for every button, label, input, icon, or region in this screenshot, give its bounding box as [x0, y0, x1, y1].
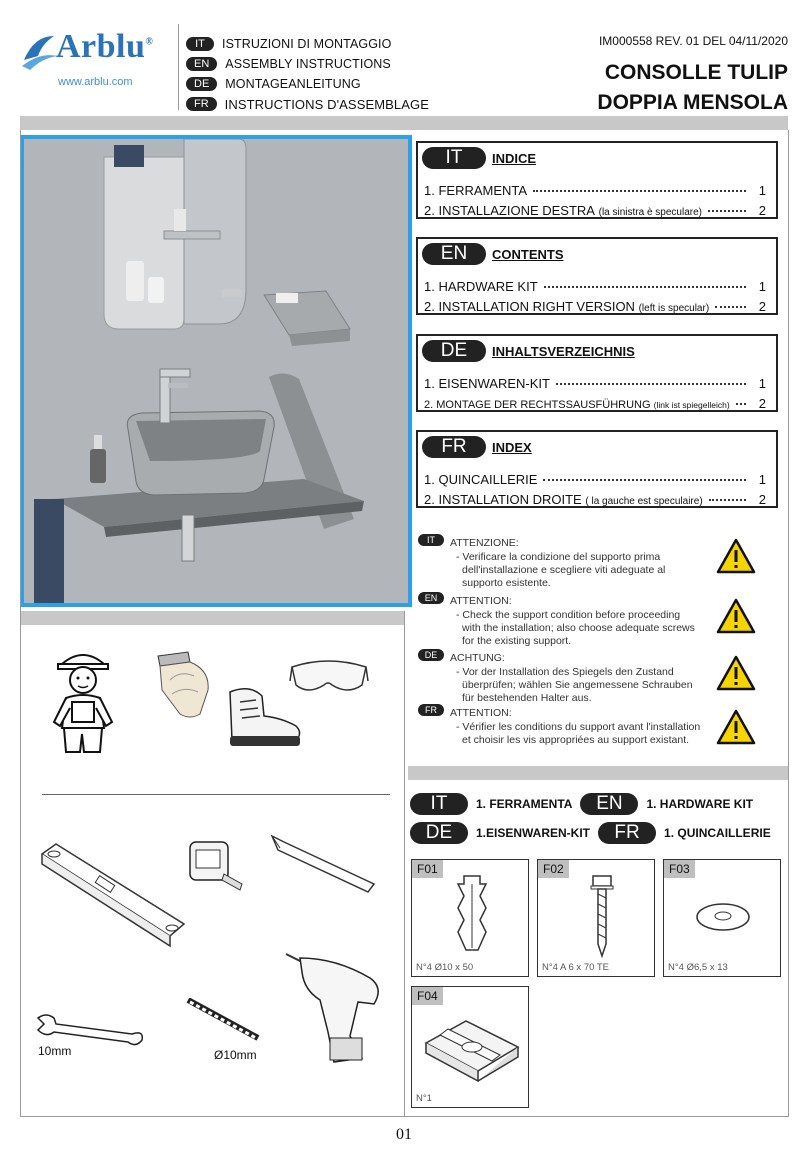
pencil-icon: [270, 834, 380, 896]
warning-triangle-icon: [716, 709, 756, 745]
lang-badge: IT: [422, 147, 486, 169]
lang-line-fr: [186, 94, 429, 114]
brand-name: Arblu®: [56, 28, 154, 65]
frame-left: [20, 130, 21, 1116]
index-title: INDICE: [492, 150, 537, 166]
index-row: 1. EISENWAREN-KIT 1: [424, 376, 766, 391]
warning-label: ACHTUNG:: [450, 652, 505, 664]
lang-line-de: [186, 74, 429, 94]
index-title: INDEX: [492, 439, 532, 455]
warning-triangle-icon: [716, 598, 756, 634]
brand-logo: [20, 24, 180, 94]
hardware-code: F03: [664, 860, 695, 878]
index-title: INHALTSVERZEICHNIS: [492, 343, 635, 359]
warning-it: [418, 533, 711, 590]
lang-badge: FR: [422, 436, 486, 458]
wave-logo-icon: [20, 30, 60, 70]
warning-label: ATTENTION:: [450, 595, 512, 607]
index-heading: [422, 243, 564, 265]
hardware-item-f02: [537, 859, 655, 977]
warning-fr: [418, 703, 711, 747]
lang-title: INSTRUCTIONS D'ASSEMBLAGE: [224, 96, 430, 112]
frame-right: [788, 130, 789, 1116]
lang-line-en: [186, 54, 429, 74]
lang-badge: DE: [186, 77, 217, 91]
warning-label: ATTENTION:: [450, 707, 512, 719]
index-heading: [422, 436, 532, 458]
hardware-item-f03: [663, 859, 781, 977]
gloves-icon: [150, 650, 220, 720]
lang-badge: DE: [410, 822, 468, 844]
warning-text: - Verificare la condizione del supporto prima dell'installazione e scegliere viti adeguate al supporto esistente.: [456, 551, 666, 589]
wrench-size-label: 10mm: [38, 1044, 72, 1058]
band-top: [20, 116, 788, 130]
hardware-quantity: N°4 Ø10 x 50: [416, 962, 474, 973]
lang-badge: DE: [418, 649, 444, 661]
washer-icon: [694, 900, 752, 934]
index-box-en: [416, 237, 778, 315]
band-left: [20, 611, 404, 625]
hardware-code: F01: [412, 860, 443, 878]
hardware-header-row-1: [410, 793, 761, 815]
hardware-header-row-2: [410, 822, 779, 844]
wall-plug-icon: [452, 874, 492, 954]
tape-measure-icon: [186, 836, 246, 892]
lang-badge: IT: [186, 37, 214, 51]
spirit-level-icon: [38, 840, 188, 950]
hardware-heading: 1.EISENWAREN-KIT: [476, 826, 591, 840]
title-line-1: CONSOLLE TULIP: [604, 61, 788, 84]
index-row: 1. HARDWARE KIT 1: [424, 279, 766, 294]
index-row: 2. INSTALLATION RIGHT VERSION (left is specular) 2: [424, 299, 766, 314]
index-row: 1. QUINCAILLERIE 1: [424, 472, 766, 487]
document-code: IM000558 REV. 01 DEL 04/11/2020: [598, 34, 788, 48]
hardware-heading: 1. HARDWARE KIT: [646, 797, 754, 811]
warning-text: - Check the support condition before proceeding with the installation; also choose adequate screws for the existing support.: [456, 609, 695, 647]
lang-badge: IT: [418, 534, 444, 546]
drill-bit-icon: [186, 998, 262, 1044]
lang-badge: FR: [598, 822, 656, 844]
lang-badge: EN: [580, 793, 638, 815]
bracket-icon: [420, 1013, 524, 1083]
warning-text: - Vor der Installation des Spiegels den Zustand überprüfen; wählen Sie angemessene Schrauben für bestehenden Halter aus.: [456, 666, 693, 704]
hardware-quantity: N°1: [416, 1093, 432, 1104]
lang-title: ISTRUZIONI DI MONTAGGIO: [222, 37, 392, 51]
warning-de: [418, 648, 711, 705]
index-heading: [422, 340, 635, 362]
warning-triangle-icon: [716, 538, 756, 574]
index-box-it: [416, 141, 778, 219]
index-row: 2. MONTAGE DER RECHTSSAUSFÜHRUNG (link ist spiegelleich) 2: [424, 396, 766, 411]
lang-line-it: [186, 34, 429, 54]
frame-middle: [404, 611, 405, 1116]
hardware-heading: 1. FERRAMENTA: [476, 797, 573, 811]
screw-icon: [590, 874, 614, 958]
index-row: 2. INSTALLATION DROITE ( la gauche est speculaire) 2: [424, 492, 766, 507]
tools-divider: [42, 794, 390, 795]
index-heading: [422, 147, 536, 169]
header-divider: [178, 24, 179, 110]
page-number: 01: [396, 1126, 412, 1143]
hardware-code: F04: [412, 987, 443, 1005]
index-row: 1. FERRAMENTA 1: [424, 183, 766, 198]
language-list: [186, 34, 429, 114]
warning-triangle-icon: [716, 655, 756, 691]
lang-badge: FR: [418, 704, 444, 716]
worker-icon: [48, 648, 118, 758]
hardware-item-f04: [411, 986, 529, 1108]
band-right: [408, 766, 788, 780]
warning-label: ATTENZIONE:: [450, 537, 519, 549]
lang-title: ASSEMBLY INSTRUCTIONS: [225, 57, 391, 71]
lang-badge: EN: [422, 243, 486, 265]
index-box-fr: [416, 430, 778, 508]
hardware-code: F02: [538, 860, 569, 878]
safety-glasses-icon: [288, 655, 370, 701]
frame-bottom: [20, 1116, 789, 1117]
product-photo: [20, 135, 412, 607]
product-photo-illustration: [24, 139, 408, 603]
index-box-de: [416, 334, 778, 412]
warning-en: [418, 591, 711, 648]
index-title: CONTENTS: [492, 246, 564, 262]
title-line-2: DOPPIA MENSOLA: [597, 91, 788, 114]
hardware-item-f01: [411, 859, 529, 977]
product-title: [597, 58, 788, 118]
warning-text: - Vérifier les conditions du support avant l'installation et choisir les vis appropriées au support existant.: [456, 721, 701, 746]
brand-website: www.arblu.com: [58, 76, 133, 88]
hardware-quantity: N°4 Ø6,5 x 13: [668, 962, 728, 973]
wrench-icon: [36, 1012, 146, 1048]
lang-badge: FR: [186, 97, 217, 111]
lang-badge: IT: [410, 793, 468, 815]
index-row: 2. INSTALLAZIONE DESTRA (la sinistra è speculare) 2: [424, 203, 766, 218]
hardware-quantity: N°4 A 6 x 70 TE: [542, 962, 609, 973]
lang-badge: EN: [186, 57, 217, 71]
lang-badge: EN: [418, 592, 444, 604]
hardware-heading: 1. QUINCAILLERIE: [664, 826, 771, 840]
drill-icon: [280, 948, 390, 1068]
lang-title: MONTAGEANLEITUNG: [225, 77, 361, 91]
lang-badge: DE: [422, 340, 486, 362]
drill-bit-size-label: Ø10mm: [214, 1048, 257, 1062]
